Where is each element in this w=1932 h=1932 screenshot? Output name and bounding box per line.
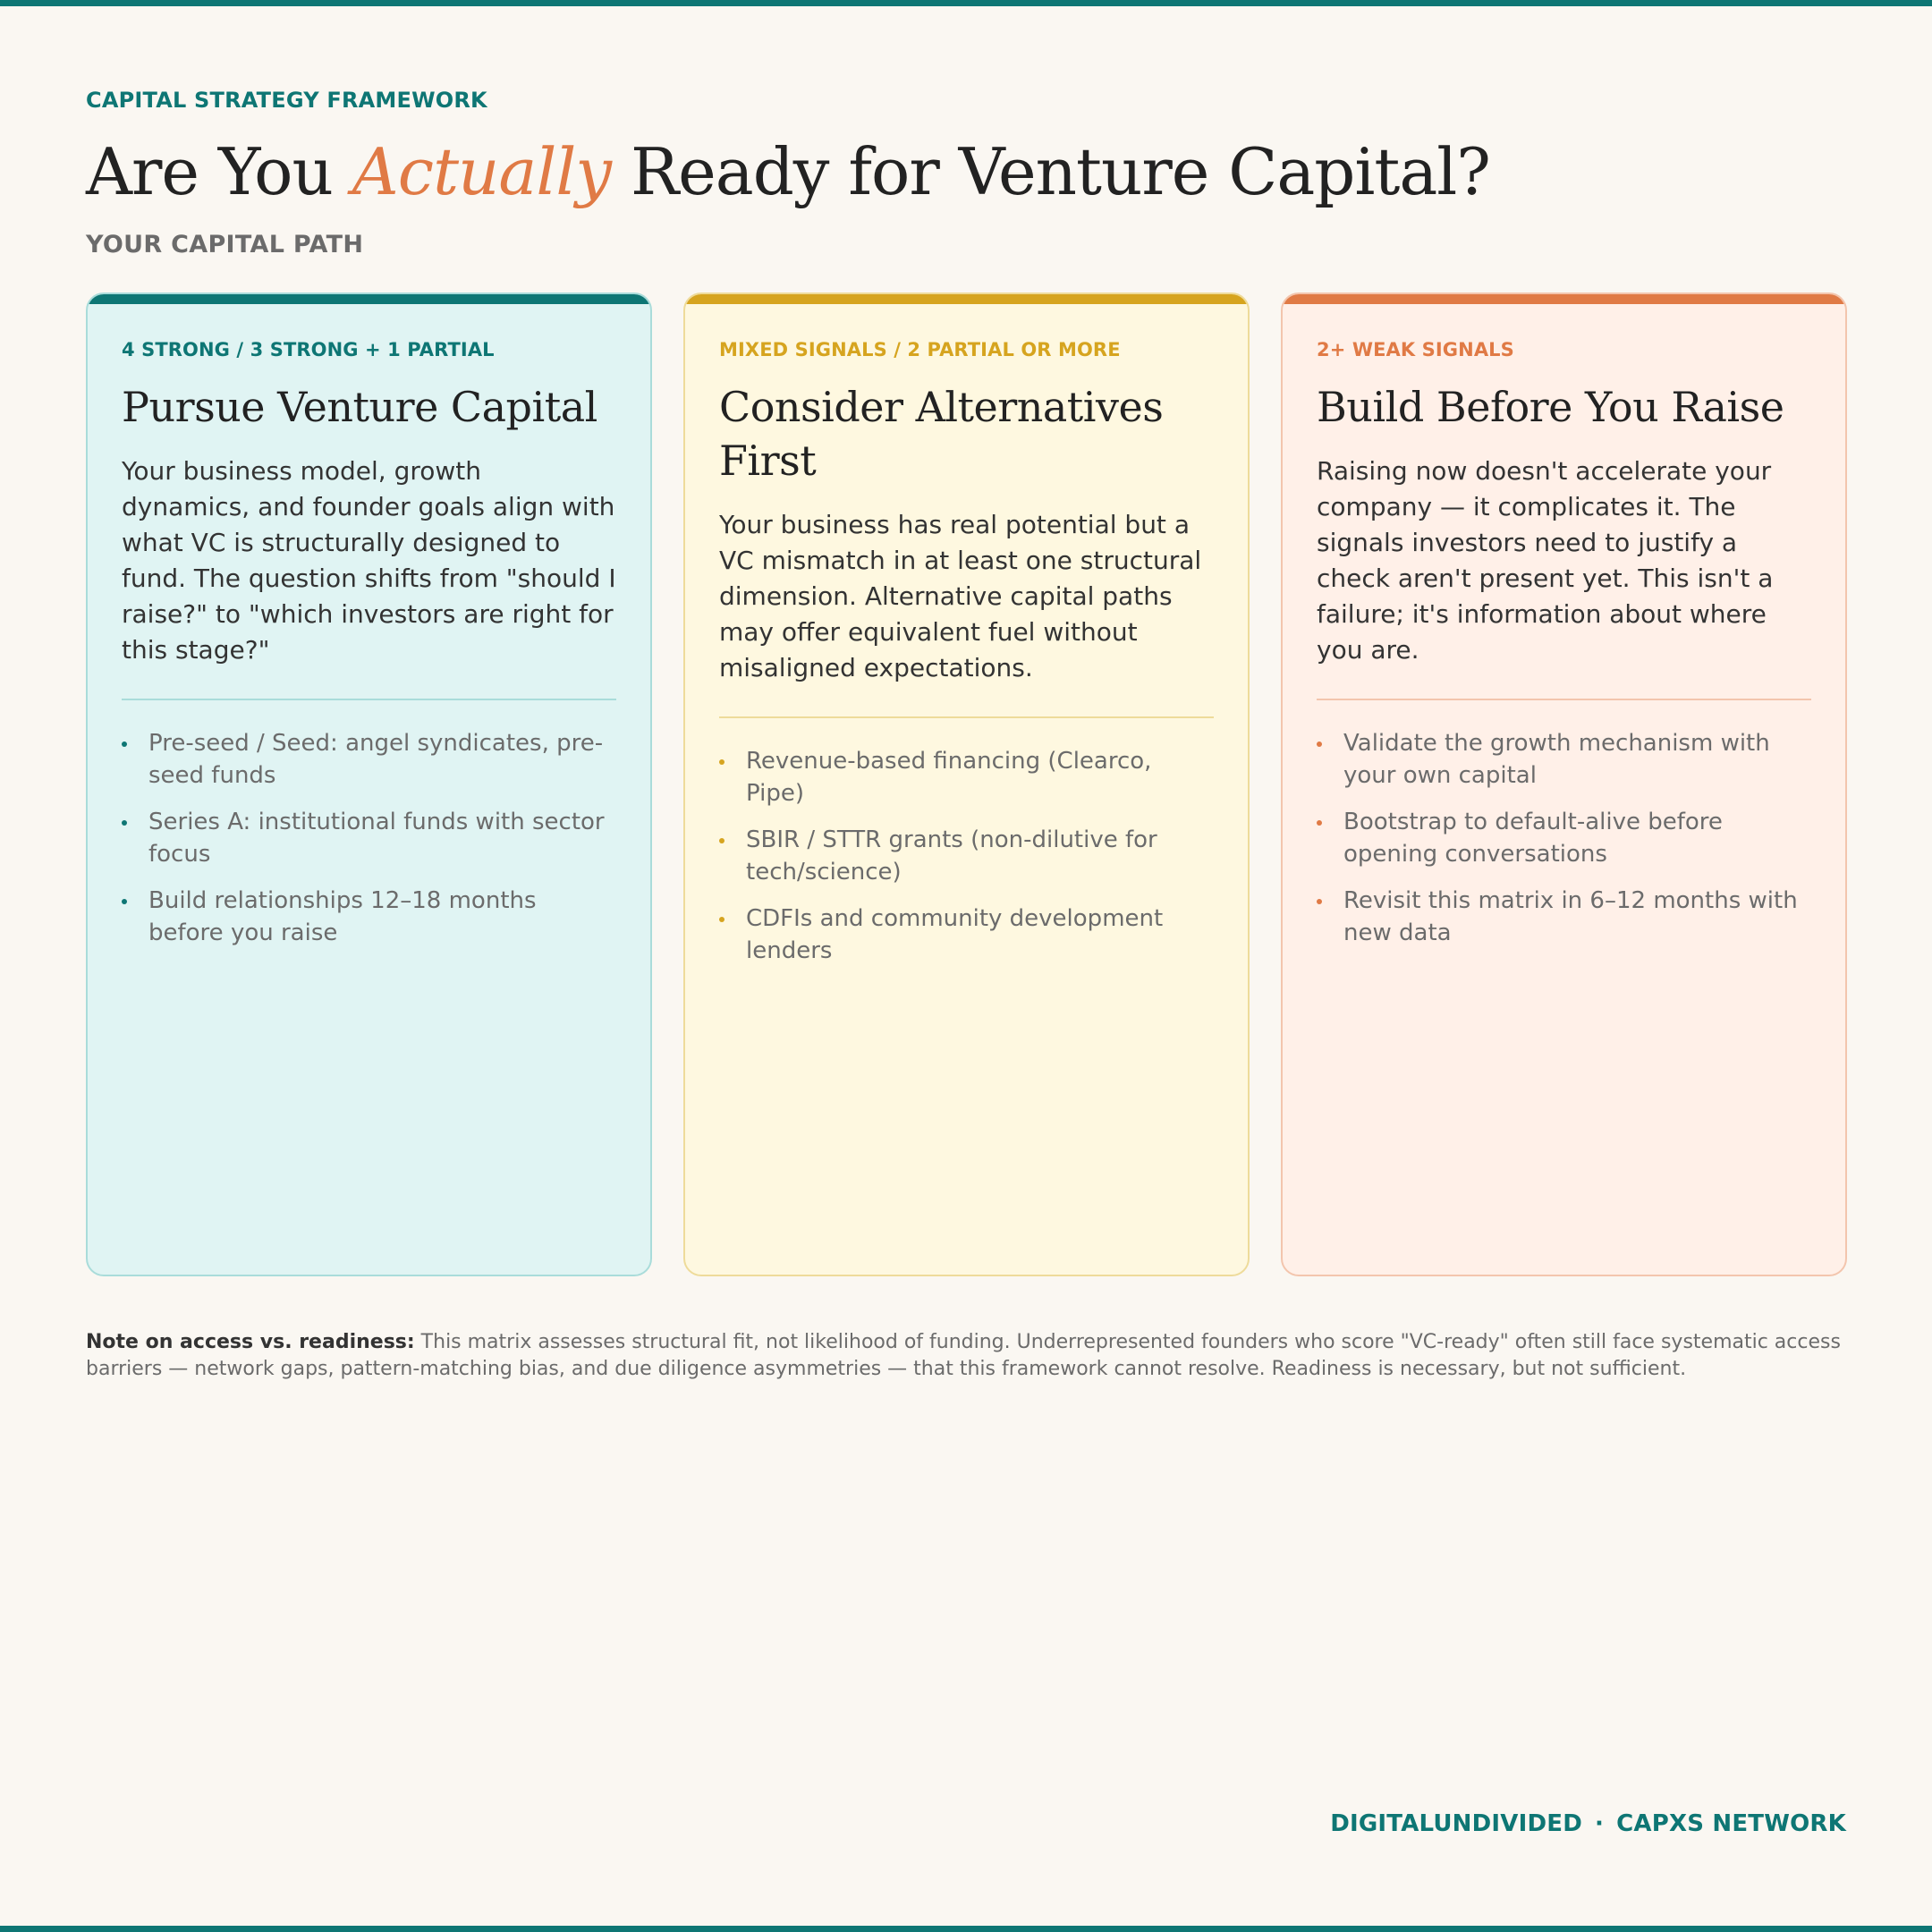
list-item-text: Revenue-based financing (Clearco, Pipe)	[746, 748, 1152, 807]
card-divider	[1317, 699, 1811, 700]
card-consider-alternatives	[683, 292, 1250, 1276]
bullet-dot-icon	[122, 741, 127, 747]
card-tag: MIXED SIGNALS / 2 PARTIAL OR MORE	[719, 339, 1121, 360]
note-text: This matrix assesses structural fit, not likelihood of funding. Underrepresented founders who score "VC-ready" often still face systematic access barriers — network gaps, pattern-matching bias, and due diligence asymmetries — that this framework cannot resolve. Readiness is necessary, but not sufficient.	[86, 1331, 1841, 1380]
list-item	[122, 885, 616, 949]
card-divider	[719, 716, 1214, 718]
list-item	[1317, 806, 1811, 870]
card-bullet-list	[1317, 727, 1811, 949]
list-item-text: Bootstrap to default-alive before opening conversations	[1343, 809, 1723, 868]
card-tag: 2+ WEAK SIGNALS	[1317, 339, 1514, 360]
list-item-text: SBIR / STTR grants (non-dilutive for tech/science)	[746, 826, 1157, 886]
list-item	[719, 745, 1214, 809]
bottom-accent-rule	[0, 1926, 1932, 1932]
list-item-text: Series A: institutional funds with sector focus	[148, 809, 605, 868]
bullet-dot-icon	[719, 759, 724, 765]
list-item-text: Revisit this matrix in 6–12 months with new data	[1343, 887, 1798, 946]
title-part-after: Ready for Venture Capital?	[611, 134, 1490, 209]
bullet-dot-icon	[122, 899, 127, 904]
list-item-text: Pre-seed / Seed: angel syndicates, pre-seed funds	[148, 730, 604, 789]
card-title: Build Before You Raise	[1317, 383, 1784, 431]
bullet-dot-icon	[1317, 741, 1322, 747]
card-description: Your business has real potential but a VC mismatch in at least one structural dimension. Alternative capital paths may offer equivalent fuel without misaligned expectations.	[719, 510, 1202, 682]
list-item	[122, 806, 616, 870]
footer-brand-digitalundivided: DIGITALUNDIVIDED	[1330, 1810, 1583, 1837]
page-title	[86, 125, 1490, 218]
card-tag: 4 STRONG / 3 STRONG + 1 PARTIAL	[122, 339, 495, 360]
bullet-dot-icon	[1317, 820, 1322, 826]
card-top-bar	[1283, 294, 1845, 304]
list-item	[719, 824, 1214, 888]
card-pursue-vc	[86, 292, 652, 1276]
card-title: Pursue Venture Capital	[122, 383, 597, 431]
footer-brands	[1330, 1810, 1846, 1837]
card-description: Raising now doesn't accelerate your company — it complicates it. The signals investors need to justify a check aren't present yet. This isn't a failure; it's information about where you are.	[1317, 456, 1774, 665]
title-part-before: Are You	[86, 134, 352, 209]
access-readiness-note	[86, 1329, 1846, 1383]
note-label: Note on access vs. readiness:	[86, 1331, 415, 1353]
bullet-dot-icon	[122, 820, 127, 826]
list-item	[122, 727, 616, 792]
list-item	[1317, 727, 1811, 792]
card-description: Your business model, growth dynamics, and founder goals align with what VC is structurally designed to fund. The question shifts from "should I raise?" to "which investors are right for this stage?"	[122, 456, 616, 665]
eyebrow-label: CAPITAL STRATEGY FRAMEWORK	[86, 88, 487, 113]
card-divider	[122, 699, 616, 700]
bullet-dot-icon	[1317, 899, 1322, 904]
footer-separator: ·	[1595, 1810, 1605, 1837]
card-build-before-raise	[1281, 292, 1847, 1276]
card-bullet-list	[719, 745, 1214, 967]
card-top-bar	[88, 294, 650, 304]
card-top-bar	[685, 294, 1248, 304]
title-accent-word: Actually	[352, 134, 612, 209]
bullet-dot-icon	[719, 838, 724, 843]
card-title: Consider Alternatives First	[719, 383, 1164, 485]
list-item-text: Build relationships 12–18 months before you raise	[148, 887, 537, 946]
list-item	[1317, 885, 1811, 949]
section-label: YOUR CAPITAL PATH	[86, 231, 364, 258]
card-bullet-list	[122, 727, 616, 949]
top-accent-rule	[0, 0, 1932, 6]
footer-brand-capxs: CAPXS NETWORK	[1616, 1810, 1846, 1837]
list-item	[719, 902, 1214, 967]
list-item-text: CDFIs and community development lenders	[746, 905, 1164, 964]
list-item-text: Validate the growth mechanism with your own capital	[1343, 730, 1770, 789]
bullet-dot-icon	[719, 917, 724, 922]
